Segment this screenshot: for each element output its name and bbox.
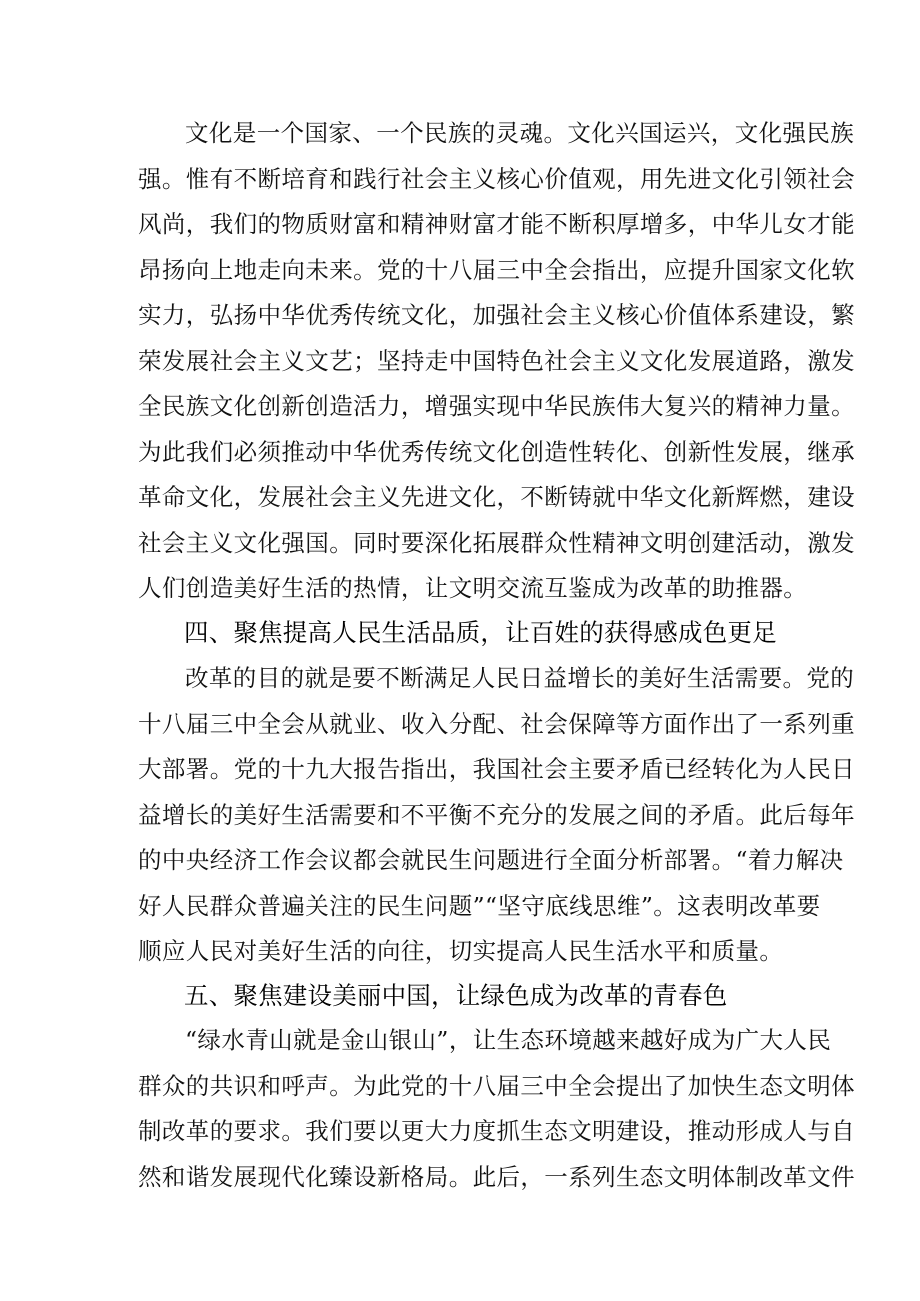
- paragraph-ecology: [138, 1018, 855, 1200]
- paragraph-line: 人们创造美好生活的热情，让文明交流互鉴成为改革的助推器。: [138, 574, 808, 602]
- paragraph-line: “绿水青山就是金山银山”，让生态环境越来越好成为广大人民: [185, 1026, 832, 1054]
- paragraph-line: 社会主义文化强国。同时要深化拓展群众性精神文明创建活动，激发: [138, 528, 855, 557]
- paragraph-line: 风尚，我们的物质财富和精神财富才能不断积厚增多，中华儿女才能: [138, 210, 855, 238]
- paragraph-line: 为此我们必须推动中华优秀传统文化创造性转化、创新性发展，继承: [138, 437, 855, 466]
- paragraph-line: 制改革的要求。我们要以更大力度抓生态文明建设，推动形成人与自: [138, 1117, 855, 1145]
- paragraph-line: 全民族文化创新创造活力，增强实现中华民族伟大复兴的精神力量。: [138, 392, 855, 420]
- paragraph-line: 十八届三中全会从就业、收入分配、社会保障等方面作出了一系列重: [138, 709, 855, 738]
- paragraph-line: 强。惟有不断培育和践行社会主义核心价值观，用先进文化引领社会: [138, 164, 855, 193]
- section-heading-5: 五、聚焦建设美丽中国，让绿色成为改革的青春色: [184, 981, 728, 1010]
- paragraph-culture: [138, 111, 855, 612]
- paragraph-line: 然和谐发展现代化臻设新格局。此后，一系列生态文明体制改革文件: [138, 1162, 855, 1191]
- paragraph-line: 实力，弘扬中华优秀传统文化，加强社会主义核心价值体系建设，繁: [138, 301, 855, 329]
- paragraph-line: 益增长的美好生活需要和不平衡不充分的发展之间的矛盾。此后每年: [138, 800, 855, 829]
- paragraph-line: 的中央经济工作会议都会就民生问题进行全面分析部署。“着力解决: [138, 846, 844, 874]
- paragraph-line: 昂扬向上地走向未来。党的十八届三中全会指出，应提升国家文化软: [138, 255, 855, 284]
- paragraph-livelihood: [138, 656, 855, 975]
- paragraph-line: 改革的目的就是要不断满足人民日益增长的美好生活需要。党的: [185, 664, 855, 692]
- paragraph-line: 革命文化，发展社会主义先进文化，不断铸就中华文化新辉燃，建设: [138, 483, 855, 511]
- paragraph-line: 文化是一个国家、一个民族的灵魂。文化兴国运兴，文化强民族: [185, 119, 855, 147]
- paragraph-line: 顺应人民对美好生活的向往，切实提高人民生活水平和质量。: [138, 937, 784, 965]
- section-heading-4: 四、聚焦提高人民生活品质，让百姓的获得感成色更足: [184, 618, 777, 647]
- paragraph-line: 荣发展社会主义文艺；坚持走中国特色社会主义文化发展道路，激发: [138, 346, 855, 375]
- paragraph-line: 群众的共识和呼声。为此党的十八届三中全会提出了加快生态文明体: [138, 1071, 855, 1100]
- paragraph-line: 大部署。党的十九大报告指出，我国社会主要矛盾已经转化为人民日: [138, 755, 855, 783]
- paragraph-line: 好人民群众普遍关注的民生问题”“坚守底线思维”。这表明改革要: [138, 891, 821, 920]
